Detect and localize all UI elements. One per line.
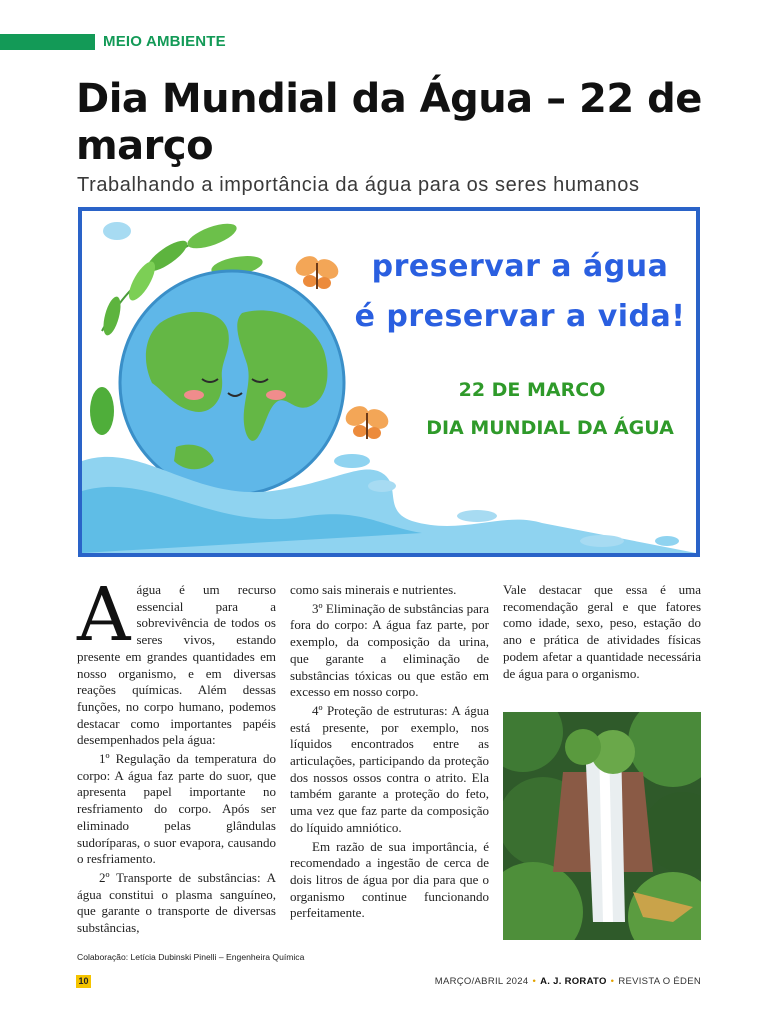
article-paragraph: como sais minerais e nutrientes. — [290, 582, 457, 597]
article-paragraph: Aágua é um recurso essencial para a sobrevivência de todos os seres vivos, estando presente em grandes quantidades em nosso organismo, e em diversas reações químicas. Além dessas funções, no corpo humano, podemos destacar como importantes papéis desempenhados pela água: — [77, 572, 276, 748]
page-number: 10 — [76, 975, 91, 988]
drop-cap: A — [77, 572, 131, 658]
article-paragraph: 2º Transporte de substâncias: A água constitui o plasma sanguíneo, que garante o transporte de diversas substâncias, — [77, 869, 276, 936]
article-column-1 — [77, 572, 276, 937]
magazine-name: REVISTA O ÉDEN — [618, 976, 701, 987]
world-water-day-poster — [78, 207, 700, 557]
article-paragraph: 1º Regulação da temperatura do corpo: A água faz parte do suor, que apresenta papel importante no resfriamento do corpo. Após ser eliminado pelas glândulas sudoríparas, o suor evapora, causando o resfriamento. — [77, 751, 276, 867]
publisher-name: A. J. RORATO — [540, 976, 607, 987]
waterfall-photo — [503, 712, 701, 940]
poster-date: 22 DE MARCO — [458, 379, 606, 401]
article-column-3 — [503, 582, 701, 682]
poster-event-name: DIA MUNDIAL DA ÁGUA — [426, 417, 674, 439]
smiling-earth-illustration — [120, 271, 344, 495]
butterfly-icon — [342, 402, 392, 439]
section-color-bar — [0, 34, 95, 50]
page-footer — [435, 976, 701, 987]
article-paragraph: Em razão de sua importância, é recomendado a ingestão de cerca de dois litros de água por dia para que o organismo continue funcionando perfeitamente. — [290, 838, 489, 921]
footer-separator: • — [532, 976, 537, 987]
article-column-2 — [290, 582, 489, 922]
article-credit: Colaboração: Letícia Dubinski Pinelli – Engenheira Química — [77, 952, 305, 962]
section-label: MEIO AMBIENTE — [103, 33, 226, 50]
poster-headline-line1: preservar a água — [371, 249, 669, 284]
footer-separator: • — [610, 976, 615, 987]
butterfly-icon — [292, 252, 342, 289]
article-paragraph: Vale destacar que essa é uma recomendação geral e que fatores como idade, sexo, peso, estação do ano e prática de atividades físicas podem afetar a quantidade necessária de água para o organismo. — [503, 582, 701, 681]
article-subtitle: Trabalhando a importância da água para os seres humanos — [77, 174, 640, 196]
article-title: Dia Mundial da Água – 22 de março — [76, 76, 702, 169]
article-paragraph: 3º Eliminação de substâncias para fora do corpo: A água faz parte, por exemplo, da composição da urina, que garante a eliminação de substâncias tóxicas ou que estão em excesso em nosso corpo. — [290, 600, 489, 700]
poster-headline-line2: é preservar a vida! — [354, 299, 686, 334]
article-paragraph: 4º Proteção de estruturas: A água está presente, por exemplo, nos líquidos encontrados entre as articulações, participando da proteção dos nossos ossos contra o atrito. Ela também garante a proteção do feto, uma vez que faz parte da composição do líquido amniótico. — [290, 702, 489, 835]
issue-date: MARÇO/ABRIL 2024 — [434, 976, 529, 987]
